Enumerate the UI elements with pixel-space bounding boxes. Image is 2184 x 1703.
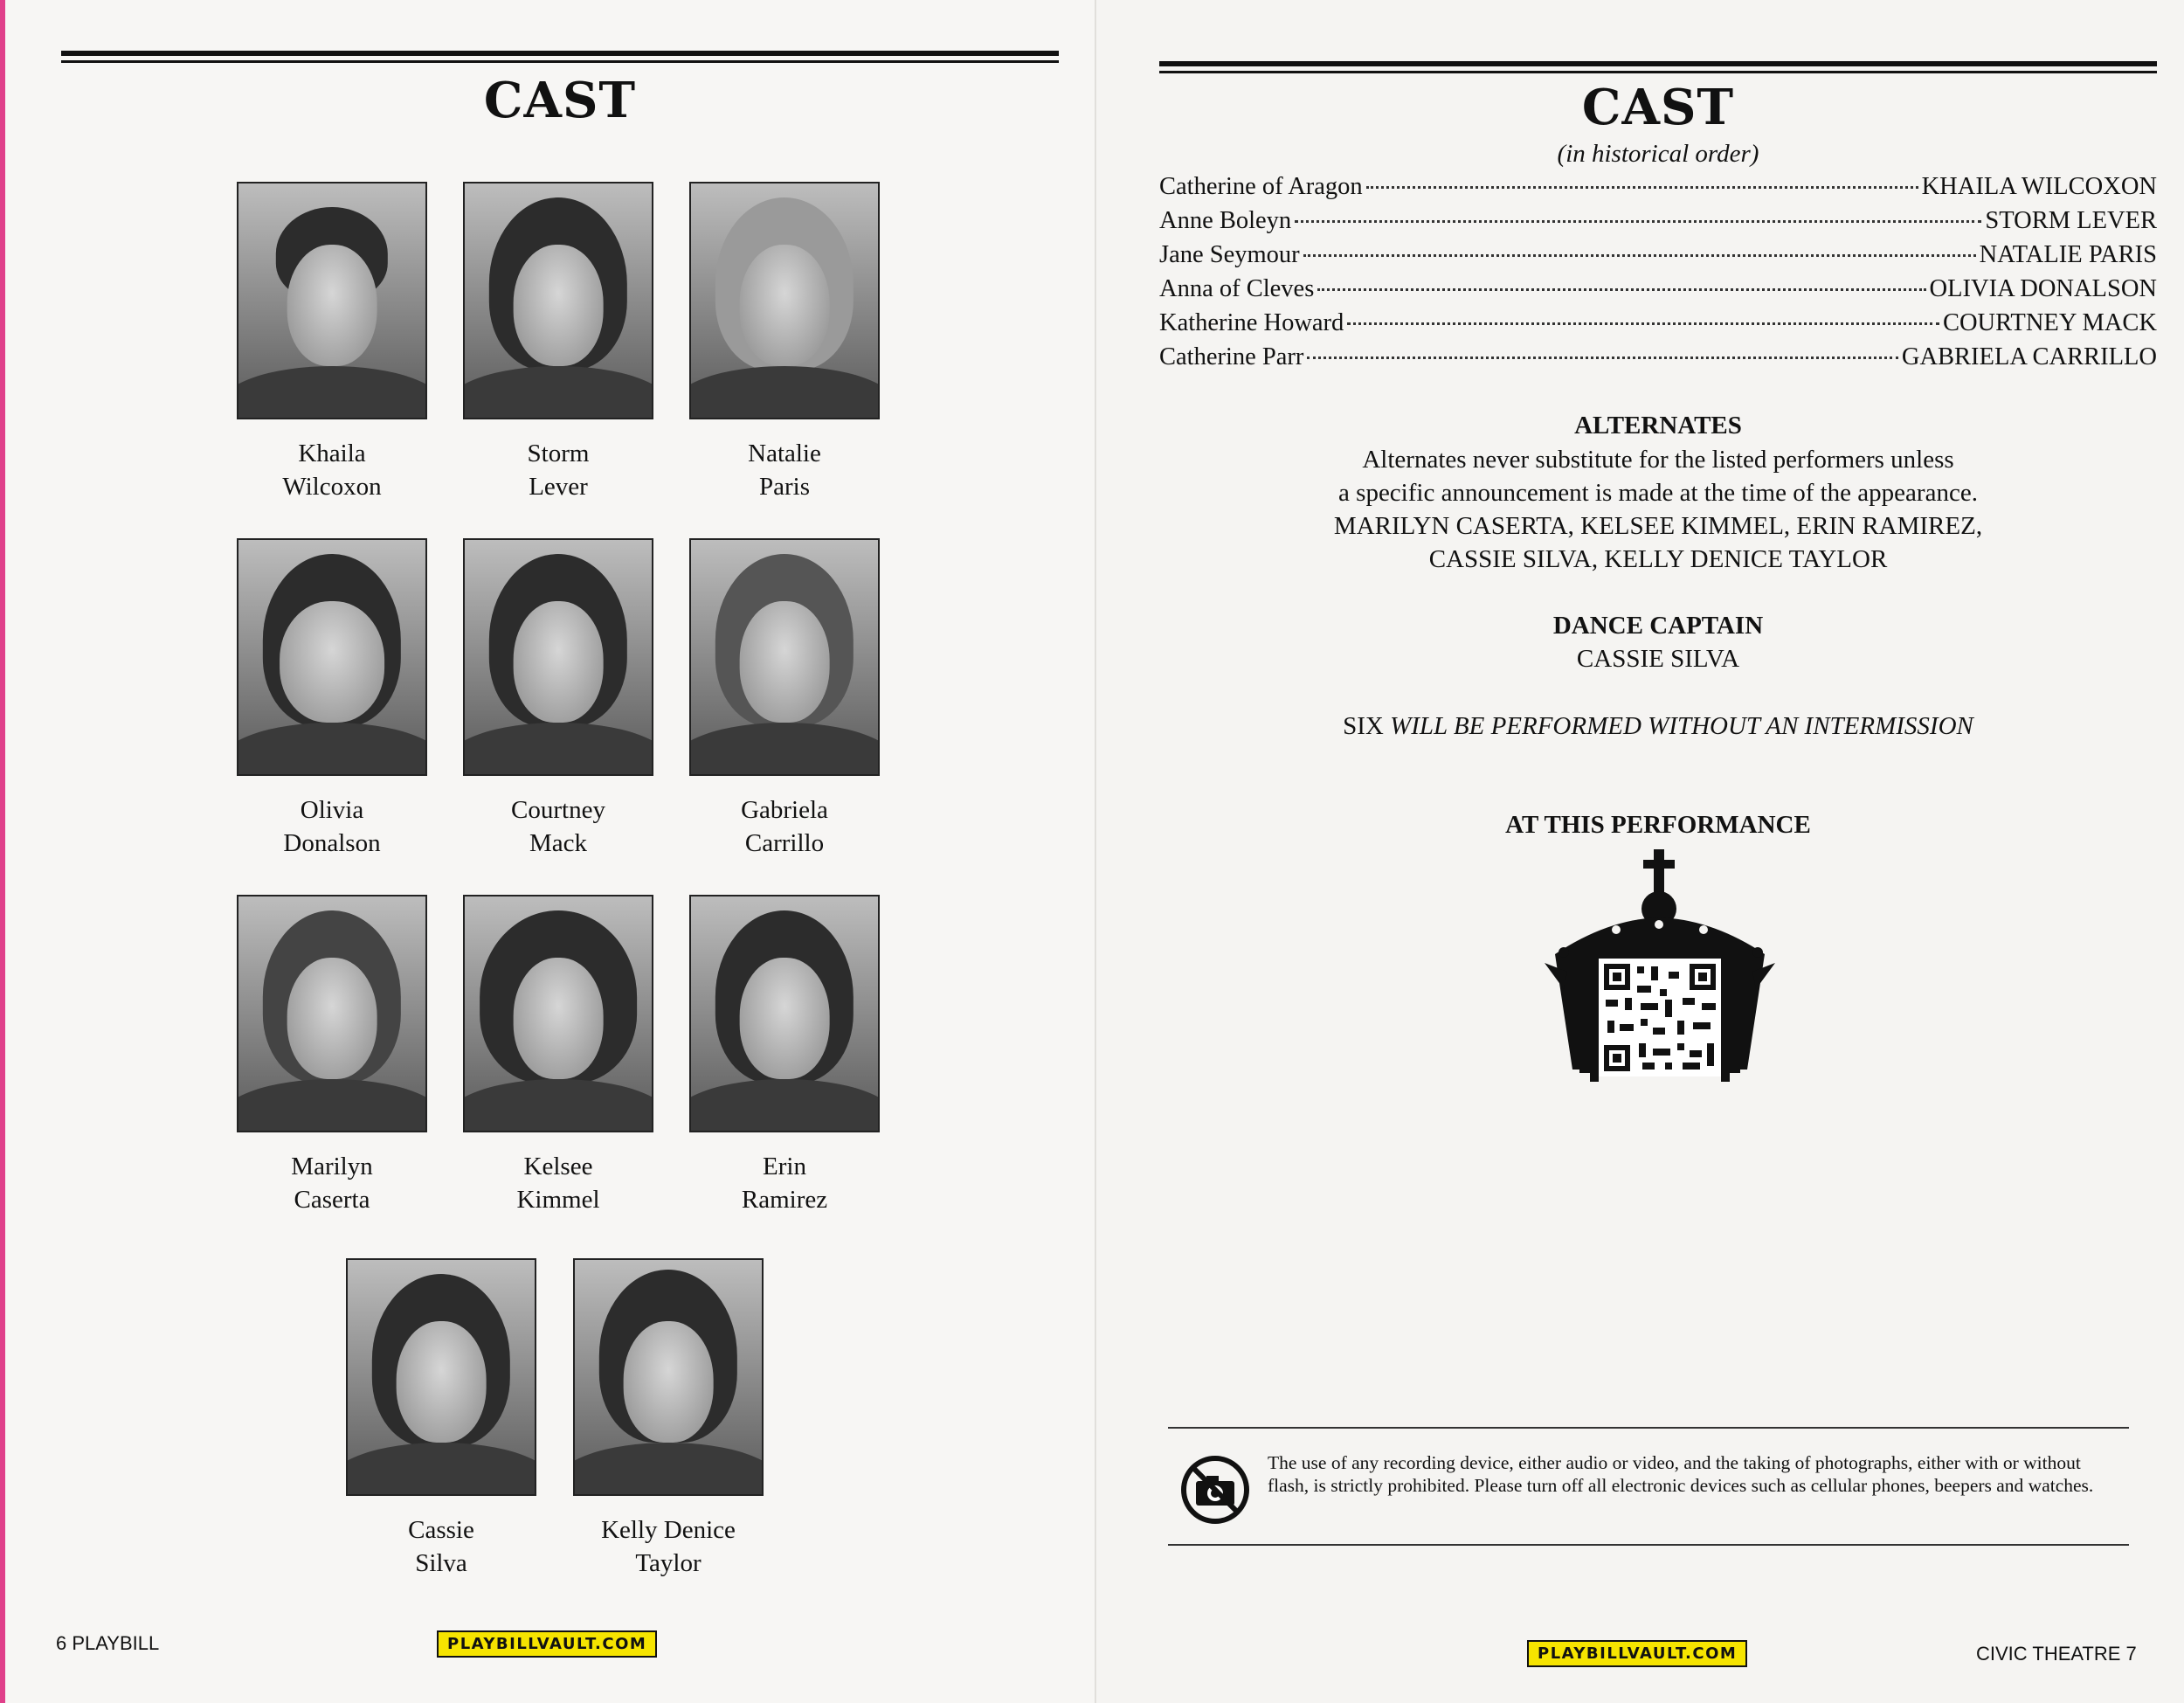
top-rule <box>1159 61 2157 73</box>
page-title: CAST <box>1581 79 1735 136</box>
cast-photo-card <box>445 538 672 860</box>
cast-photo-card <box>218 895 446 1216</box>
headshot-photo <box>573 1258 764 1496</box>
alternates-note: Alternates never substitute for the listed performers unless <box>1362 446 1954 474</box>
headshot-photo <box>689 538 880 776</box>
performance-title: AT THIS PERFORMANCE <box>1505 811 1811 839</box>
cast-photo-card <box>328 1258 555 1580</box>
cast-photo-card <box>555 1258 782 1580</box>
role-row: Catherine of Aragon KHAILA WILCOXON <box>1159 173 2157 200</box>
headshot-photo <box>463 182 653 419</box>
headshot-photo <box>463 895 653 1132</box>
role-row: Catherine Parr GABRIELA CARRILLO <box>1159 343 2157 370</box>
dance-captain-name: CASSIE SILVA <box>1576 645 1740 673</box>
headshot-photo <box>463 538 653 776</box>
alternates-note: a specific announcement is made at the time of the appearance. <box>1338 479 1978 507</box>
cast-caption: Storm Lever <box>527 440 590 501</box>
cast-photo-card <box>671 895 898 1216</box>
cast-photo-card <box>218 182 446 503</box>
cast-photo-card <box>445 895 672 1216</box>
headshot-photo <box>346 1258 536 1496</box>
page-number: CIVIC THEATRE 7 <box>1976 1643 2137 1665</box>
cast-caption: Gabriela Carrillo <box>741 796 828 857</box>
alternates-names: MARILYN CASERTA, KELSEE KIMMEL, ERIN RAMIREZ, <box>1333 512 1983 540</box>
alternates-names: CASSIE SILVA, KELLY DENICE TAYLOR <box>1428 545 1888 573</box>
dance-captain-title: DANCE CAPTAIN <box>1552 612 1764 640</box>
role-row: Katherine Howard COURTNEY MACK <box>1159 309 2157 336</box>
recording-notice <box>1168 1427 2129 1546</box>
cast-caption: Cassie Silva <box>408 1516 474 1577</box>
notice-text: The use of any recording device, either audio or video, and the taking of photographs, either with or without flash, is strictly prohibited. Please turn off all electronic devices such as cellular phones, beepers and watches. <box>1268 1452 2094 1496</box>
crown-qr-code-icon[interactable] <box>1529 849 1791 1094</box>
playbill-vault-link[interactable]: PLAYBILLVAULT.COM <box>437 1630 657 1658</box>
role-row: Jane Seymour NATALIE PARIS <box>1159 241 2157 268</box>
right-page <box>1096 0 2184 1703</box>
cast-caption: Natalie Paris <box>748 440 821 501</box>
cast-caption: Erin Ramirez <box>741 1153 828 1214</box>
headshot-photo <box>237 538 427 776</box>
top-rule <box>61 51 1059 63</box>
roles-list <box>1159 173 2157 377</box>
cast-caption: Marilyn Caserta <box>291 1153 373 1214</box>
role-row: Anne Boleyn STORM LEVER <box>1159 207 2157 234</box>
intermission-note: SIX WILL BE PERFORMED WITHOUT AN INTERMISSION <box>1343 712 1973 740</box>
headshot-photo <box>689 895 880 1132</box>
cast-photo-card <box>445 182 672 503</box>
subheading: (in historical order) <box>1557 140 1759 168</box>
cast-photo-card <box>218 538 446 860</box>
cast-caption: Courtney Mack <box>511 796 605 857</box>
headshot-photo <box>237 182 427 419</box>
no-photography-icon <box>1180 1455 1250 1525</box>
headshot-photo <box>689 182 880 419</box>
cast-caption: Khaila Wilcoxon <box>282 440 382 501</box>
cast-caption: Olivia Donalson <box>283 796 381 857</box>
cast-photo-card <box>671 182 898 503</box>
role-row: Anna of Cleves OLIVIA DONALSON <box>1159 275 2157 302</box>
cast-caption: Kelsee Kimmel <box>516 1153 600 1214</box>
cast-photo-card <box>671 538 898 860</box>
headshot-photo <box>237 895 427 1132</box>
page-title: CAST <box>483 72 637 129</box>
playbill-vault-link[interactable]: PLAYBILLVAULT.COM <box>1527 1640 1747 1667</box>
alternates-title: ALTERNATES <box>1574 412 1742 440</box>
cast-caption: Kelly Denice Taylor <box>601 1516 736 1577</box>
page-number: 6 PLAYBILL <box>56 1632 160 1654</box>
